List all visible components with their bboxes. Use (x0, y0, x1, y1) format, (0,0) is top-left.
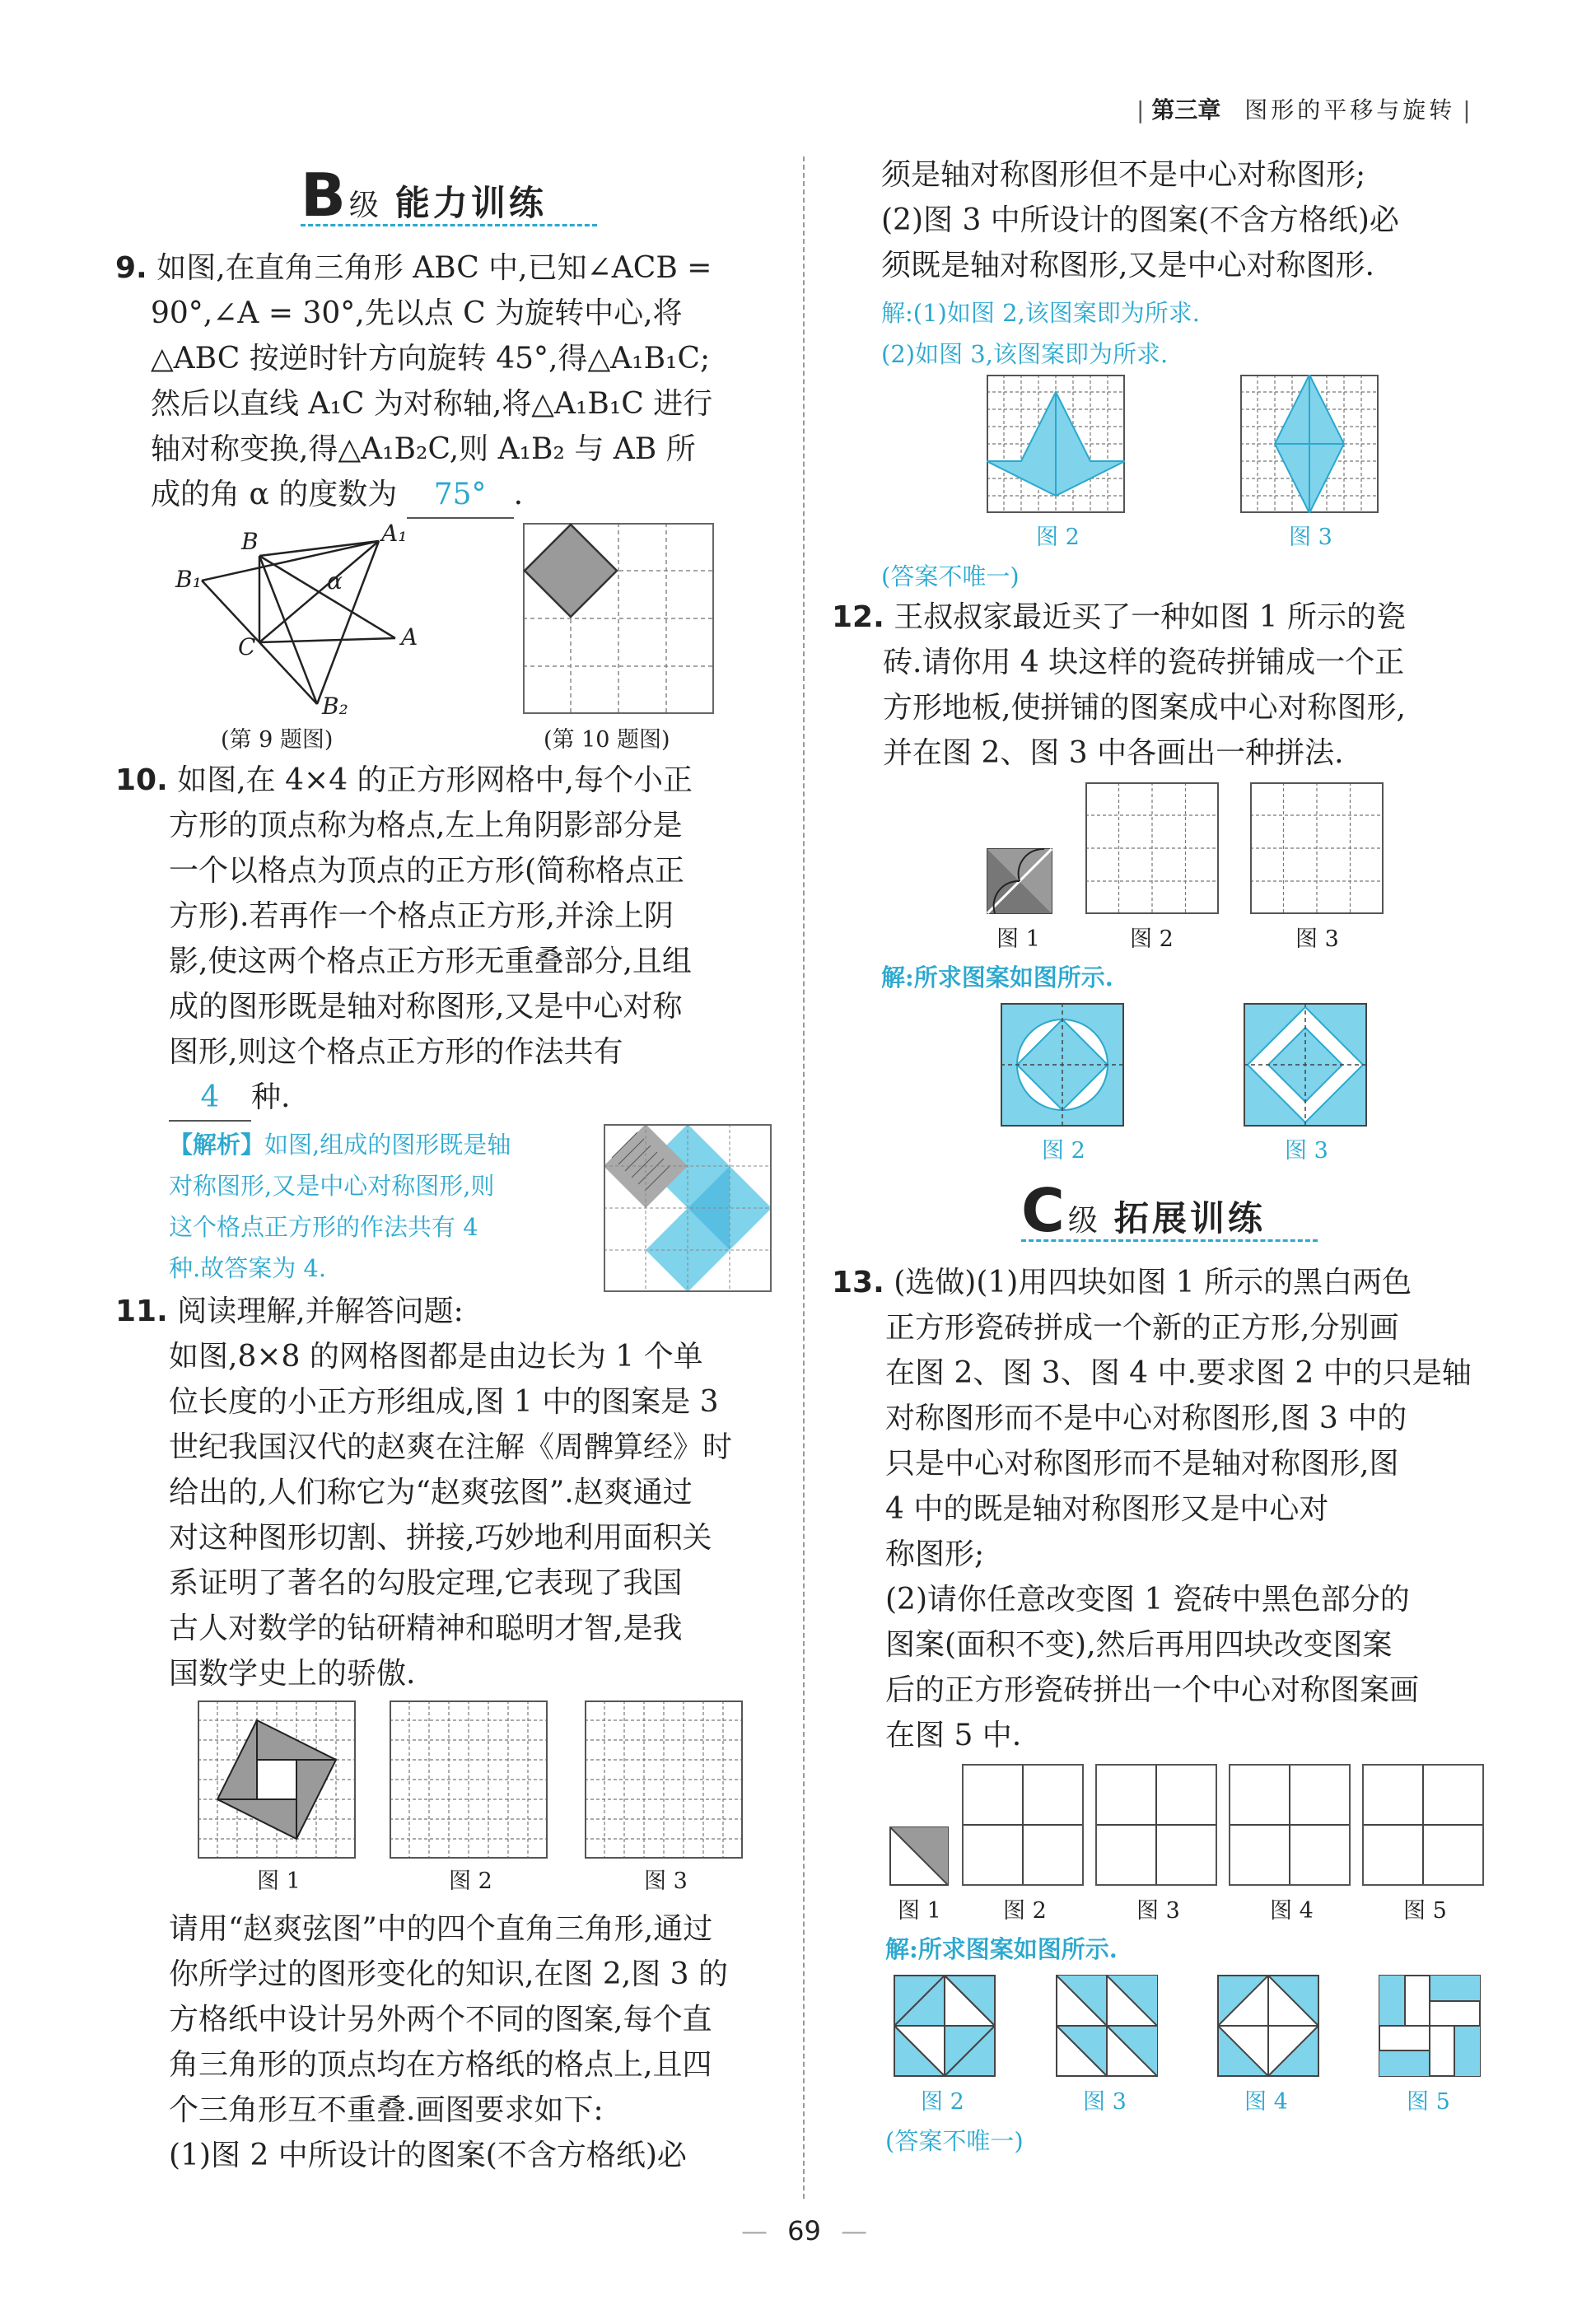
level-b-title (301, 161, 547, 230)
q10-fig-caption: (第 10 题图) (544, 727, 670, 753)
q11-body-2: 请用“赵爽弦图”中的四个直角三角形,通过 你所学过的图形变化的知识,在图 2,图 3 的 方格纸中设计另外两个不同的图案,每个直 角三角形的顶点均在方格纸的格点上,且四 个三角形互不重叠.画图要求如下: (1)图 2 中所设计的图案(不含方格纸)必 (169, 1912, 729, 2172)
q9-line: △ABC 按逆时针方向旋转 45°,得△A₁B₁C; (151, 342, 711, 376)
q9-figure (169, 515, 441, 721)
q13-note: (答案不唯一) (885, 2127, 1024, 2155)
q13-body: 正方形瓷砖拼成一个新的正方形,分别画 在图 2、图 3、图 4 中.要求图 2 中的只是轴 对称图形而不是中心对称图形,图 3 中的 只是中心对称图形而不是轴对称图形,图 4 中的既是轴对称图形又是中心对 称图形; (2)请你任意改变图 1 瓷砖中黑色部分的 图案(面积不变),然后再用四块改变图案 后的正方形瓷砖拼出一个中心对称图案画 在图 5 中. (885, 1311, 1472, 1752)
question-number: 12. (832, 600, 884, 634)
q9-line-last: 成的角 α 的度数为 75° . (151, 472, 712, 519)
q13-sol-figure-2 (894, 1975, 996, 2077)
q11-right-body: 须是轴对称图形但不是中心对称图形; (2)图 3 中所设计的图案(不含方格纸)必 须既是轴对称图形,又是中心对称图形. (881, 158, 1399, 282)
q10-body: 方形的顶点称为格点,左上角阴影部分是 一个以格点为顶点的正方形(简称格点正 方形).若再作一个格点正方形,并涂上阴 影,使这两个格点正方形无重叠部分,且组 成的图形既是轴对称图形,又是中心对称 图形,则这个格点正方形的作法共有 4 种. (169, 803, 692, 1122)
q13-fig-caption: 图 5 (1403, 1898, 1447, 1924)
q13-solution: 解:所求图案如图所示. (885, 1935, 1118, 1963)
q10-analysis: 【解析】如图,组成的图形既是轴 对称图形,又是中心对称图形,则 这个格点正方形的作法共有 4 种.故答案为 4. (169, 1131, 511, 1282)
grid-lines (962, 1764, 1084, 1886)
q11-figure-2 (390, 1701, 548, 1859)
q12-sol-caption: 图 3 (1285, 1138, 1328, 1164)
column-divider (803, 156, 805, 2199)
q11-solution: 解:(1)如图 2,该图案即为所求. (2)如图 3,该图案即为所求. (881, 299, 1200, 368)
q12-figure-3 (1250, 782, 1384, 914)
q11-figure-1 (198, 1701, 356, 1859)
q11-fig-caption: 图 3 (644, 1868, 688, 1894)
q13-fig-caption: 图 1 (898, 1898, 941, 1924)
q13-fig-caption: 图 4 (1270, 1898, 1314, 1924)
q12-sol-figure-3 (1244, 1003, 1367, 1127)
q13-sol-caption: 图 2 (921, 2089, 964, 2115)
grid-lines (1250, 782, 1384, 914)
q12-fig-caption: 图 1 (996, 926, 1040, 952)
q10-answer-line: 4 种. (169, 1075, 692, 1122)
q9-line: 轴对称变换,得△A₁B₂C,则 A₁B₂ 与 AB 所 (151, 432, 696, 466)
q12-figure-2 (1085, 782, 1219, 914)
q11-fig-caption: 图 1 (257, 1868, 301, 1894)
q9-label-B: B (241, 528, 259, 555)
q11-figure-3 (585, 1701, 743, 1859)
q12-fig-caption: 图 3 (1295, 926, 1339, 952)
question-10 (115, 758, 693, 803)
question-11: 11. 阅读理解,并解答问题: (115, 1295, 464, 1328)
chapter-title: 图形的平移与旋转 (1244, 96, 1456, 124)
q11-sol-caption: 图 2 (1036, 525, 1080, 550)
level-ji: 级 (348, 188, 379, 222)
q13-sol-figure-5 (1379, 1975, 1481, 2077)
q9-line: 90°,∠A = 30°,先以点 C 为旋转中心,将 (151, 296, 683, 330)
q11-sol-figure-3 (1240, 375, 1379, 513)
q12-sol-figure-2 (1001, 1003, 1124, 1127)
q10-line: 如图,在 4×4 的正方形网格中,每个小正 (177, 763, 693, 797)
q13-figure-5 (1362, 1764, 1484, 1886)
question-number: 11. (115, 1295, 168, 1328)
q11-note: (答案不唯一) (881, 562, 1020, 590)
q12-fig-caption: 图 2 (1130, 926, 1174, 952)
grid-lines (1362, 1764, 1484, 1886)
question-9 (115, 245, 712, 291)
q13-sol-caption: 图 3 (1083, 2089, 1127, 2115)
question-12: 12. 王叔叔家最近买了一种如图 1 所示的瓷 (832, 600, 1407, 634)
answer-blank: 4 (169, 1075, 251, 1122)
q9-label-A: A (401, 623, 418, 651)
q13-fig-caption: 图 3 (1136, 1898, 1180, 1924)
q10-figure (523, 523, 714, 714)
page-number: — 69 — (741, 2215, 868, 2246)
q9-label-B2: B₂ (322, 693, 348, 720)
question-number: 10. (115, 763, 168, 797)
page-header: | 第三章 图形的平移与旋转 | (1136, 96, 1471, 124)
level-b-underline (301, 224, 597, 226)
q13-figure-3 (1095, 1764, 1217, 1886)
q13-sol-figure-4 (1217, 1975, 1319, 2077)
grid-lines (585, 1701, 743, 1859)
question-number: 9. (115, 251, 147, 285)
grid-lines (1229, 1764, 1351, 1886)
level-c-underline (1021, 1239, 1318, 1242)
q13-sol-caption: 图 5 (1407, 2089, 1450, 2115)
level-letter: C (1021, 1176, 1065, 1245)
q13-figure-4 (1229, 1764, 1351, 1886)
grid-lines (390, 1701, 548, 1859)
q9-label-B1: B₁ (175, 566, 202, 593)
q10-analysis-figure (604, 1124, 772, 1292)
answer-blank: 75° (407, 472, 514, 519)
q11-sol-figure-2 (987, 375, 1125, 513)
q13-sol-figure-3 (1056, 1975, 1158, 2077)
q9-body (151, 291, 712, 519)
q13-figure-2 (962, 1764, 1084, 1886)
q11-body: 如图,8×8 的网格图都是由边长为 1 个单 位长度的小正方形组成,图 1 中的图案是 3 世纪我国汉代的赵爽在注解《周髀算经》时 给出的,人们称它为“赵爽弦图”.赵爽通过 对这种图形切割、拼接,巧妙地利用面积关 系证明了著名的勾股定理,它表现了我国 古人对数学的钻研精神和聪明才智,是我 国数学史上的骄傲. (169, 1340, 733, 1691)
q9-label-alpha: α (327, 567, 343, 595)
q11-fig-caption: 图 2 (449, 1868, 492, 1894)
grid-lines (1085, 782, 1219, 914)
grid-lines (1095, 1764, 1217, 1886)
q9-label-C: C (238, 633, 256, 660)
level-letter: B (301, 161, 346, 230)
question-number: 13. (832, 1266, 884, 1299)
analysis-tag: 【解析】 (169, 1131, 265, 1159)
question-13: 13. (选做)(1)用四块如图 1 所示的黑白两色 (832, 1266, 1412, 1299)
q12-tile-figure (987, 848, 1052, 914)
q13-tile-figure (889, 1826, 949, 1886)
level-c-title (1021, 1176, 1266, 1245)
q11-sol-caption: 图 3 (1289, 525, 1332, 550)
q9-fig-caption: (第 9 题图) (221, 727, 334, 753)
q12-solution: 解:所求图案如图所示. (881, 963, 1113, 991)
q9-line: 如图,在直角三角形 ABC 中,已知∠ACB = (156, 251, 712, 285)
q13-fig-caption: 图 2 (1003, 1898, 1047, 1924)
q12-sol-caption: 图 2 (1042, 1138, 1085, 1164)
q13-sol-caption: 图 4 (1244, 2089, 1288, 2115)
level-name: 拓展训练 (1113, 1198, 1266, 1239)
level-name: 能力训练 (394, 183, 547, 223)
q9-line: 然后以直线 A₁C 为对称轴,将△A₁B₁C 进行 (151, 387, 713, 421)
chapter-label: 第三章 (1151, 96, 1221, 124)
q12-body: 砖.请你用 4 块这样的瓷砖拼铺成一个正 方形地板,使拼铺的图案成中心对称图形, 并在图 2、图 3 中各画出一种拼法. (883, 646, 1406, 770)
page-number-value: 69 (787, 2215, 821, 2246)
q9-label-A1: A₁ (381, 520, 408, 547)
level-ji: 级 (1067, 1203, 1098, 1238)
